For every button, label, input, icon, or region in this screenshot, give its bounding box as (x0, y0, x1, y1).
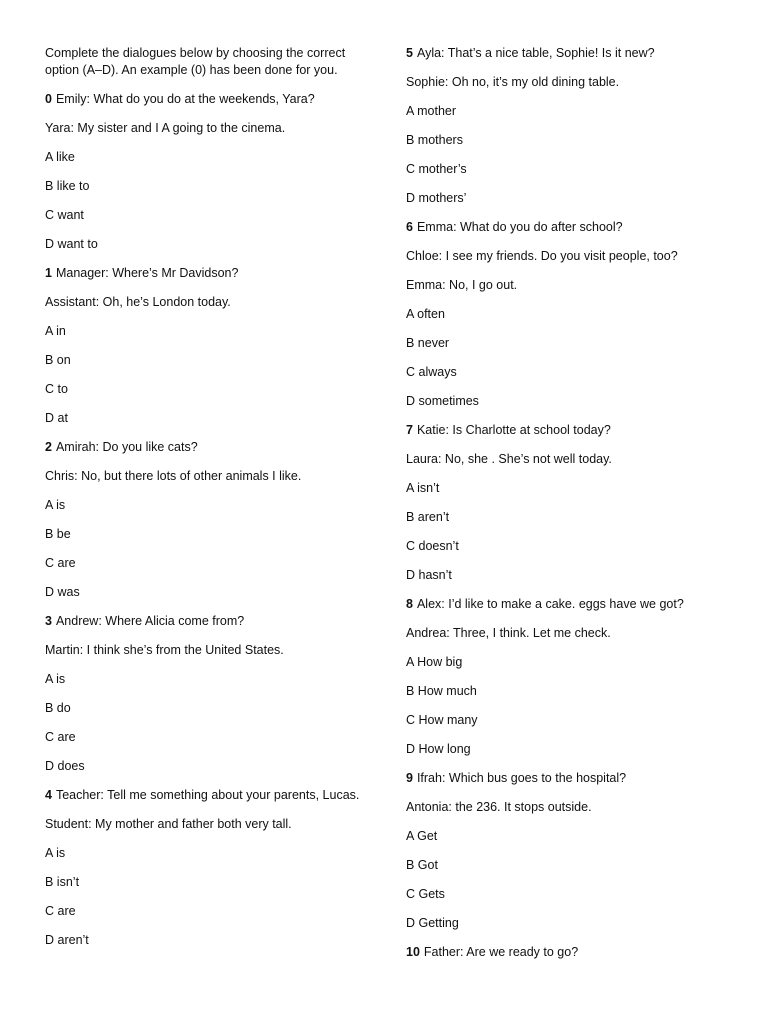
line-text: Student: My mother and father both very tall. (45, 817, 292, 831)
line-text: D Getting (406, 916, 459, 930)
dialogue-line (406, 625, 736, 642)
line-text: Emma: What do you do after school? (416, 220, 623, 234)
answer-option (406, 886, 736, 903)
question-number: 3 (45, 614, 52, 628)
answer-option (406, 567, 736, 584)
line-text: C always (406, 365, 457, 379)
question-line (406, 770, 736, 787)
line-text: D sometimes (406, 394, 479, 408)
question-line (45, 613, 365, 630)
question-line (406, 219, 736, 236)
instructions: Complete the dialogues below by choosing the correct option (A–D). An example (0) has been done for you. (45, 46, 346, 77)
right-column (406, 45, 736, 973)
line-text: B aren’t (406, 510, 450, 524)
line-text: A often (406, 307, 445, 321)
line-text: A is (45, 672, 66, 686)
line-text: D want to (45, 237, 98, 251)
question-number: 4 (45, 788, 52, 802)
answer-option (406, 857, 736, 874)
question-line (45, 91, 365, 108)
answer-option (45, 903, 365, 920)
dialogue-line (406, 799, 736, 816)
question-line (45, 787, 365, 804)
line-text: Andrew: Where Alicia come from? (55, 614, 245, 628)
line-text: Laura: No, she . She’s not well today. (406, 452, 612, 466)
line-text: D hasn’t (406, 568, 452, 582)
answer-option (45, 207, 365, 224)
question-number: 9 (406, 771, 413, 785)
answer-option (406, 828, 736, 845)
line-text: Andrea: Three, I think. Let me check. (406, 626, 611, 640)
line-text: C Gets (406, 887, 445, 901)
dialogue-line (406, 451, 736, 468)
left-question-list (45, 91, 365, 949)
answer-option (45, 845, 365, 862)
line-text: Yara: My sister and I A going to the cinema. (45, 121, 286, 135)
line-text: A is (45, 846, 66, 860)
line-text: D aren’t (45, 933, 89, 947)
answer-option (406, 364, 736, 381)
question-number: 7 (406, 423, 413, 437)
line-text: D was (45, 585, 80, 599)
dialogue-line (406, 277, 736, 294)
answer-option (406, 132, 736, 149)
question-line (406, 944, 736, 961)
left-column (45, 45, 365, 961)
answer-option (406, 103, 736, 120)
question-number: 1 (45, 266, 52, 280)
line-text: A in (45, 324, 66, 338)
line-text: A isn’t (406, 481, 440, 495)
line-text: A Get (406, 829, 438, 843)
answer-option (406, 712, 736, 729)
line-text: B on (45, 353, 71, 367)
answer-option (45, 352, 365, 369)
line-text: Emily: What do you do at the weekends, Yara? (55, 92, 315, 106)
question-number: 5 (406, 46, 413, 60)
line-text: Teacher: Tell me something about your parents, Lucas. (55, 788, 360, 802)
answer-option (45, 584, 365, 601)
line-text: B isn’t (45, 875, 80, 889)
right-question-list (406, 45, 736, 961)
answer-option (45, 526, 365, 543)
line-text: B mothers (406, 133, 463, 147)
line-text: B be (45, 527, 71, 541)
line-text: C are (45, 904, 76, 918)
dialogue-line (45, 468, 365, 485)
line-text: Ayla: That’s a nice table, Sophie! Is it new? (416, 46, 655, 60)
line-text: C are (45, 730, 76, 744)
line-text: C to (45, 382, 68, 396)
line-text: C want (45, 208, 84, 222)
answer-option (45, 758, 365, 775)
answer-option (45, 497, 365, 514)
answer-option (45, 236, 365, 253)
question-line (45, 265, 365, 282)
answer-option (406, 190, 736, 207)
answer-option (45, 671, 365, 688)
answer-option (406, 335, 736, 352)
line-text: Chris: No, but there lots of other animals I like. (45, 469, 302, 483)
line-text: Amirah: Do you like cats? (55, 440, 198, 454)
question-number: 6 (406, 220, 413, 234)
line-text: B like to (45, 179, 90, 193)
question-line (406, 596, 736, 613)
answer-option (406, 480, 736, 497)
question-number: 0 (45, 92, 52, 106)
line-text: Martin: I think she’s from the United States. (45, 643, 284, 657)
dialogue-line (45, 120, 365, 137)
question-line (45, 439, 365, 456)
line-text: Katie: Is Charlotte at school today? (416, 423, 611, 437)
line-text: A is (45, 498, 66, 512)
dialogue-line (406, 74, 736, 91)
line-text: D does (45, 759, 85, 773)
question-number: 8 (406, 597, 413, 611)
line-text: C are (45, 556, 76, 570)
answer-option (45, 874, 365, 891)
question-line (406, 45, 736, 62)
line-text: A mother (406, 104, 457, 118)
answer-option (45, 410, 365, 427)
dialogue-line (45, 642, 365, 659)
question-number: 2 (45, 440, 52, 454)
answer-option (406, 741, 736, 758)
dialogue-line (406, 248, 736, 265)
line-text: C mother’s (406, 162, 467, 176)
line-text: Chloe: I see my friends. Do you visit people, too? (406, 249, 678, 263)
line-text: Emma: No, I go out. (406, 278, 518, 292)
line-text: D How long (406, 742, 471, 756)
answer-option (406, 393, 736, 410)
line-text: B How much (406, 684, 477, 698)
line-text: C doesn’t (406, 539, 459, 553)
answer-option (45, 932, 365, 949)
question-number: 10 (406, 945, 420, 959)
line-text: Father: Are we ready to go? (423, 945, 579, 959)
line-text: Assistant: Oh, he’s London today. (45, 295, 231, 309)
question-line (406, 422, 736, 439)
answer-option (45, 178, 365, 195)
answer-option (406, 509, 736, 526)
answer-option (406, 538, 736, 555)
line-text: C How many (406, 713, 478, 727)
answer-option (45, 323, 365, 340)
line-text: D at (45, 411, 68, 425)
line-text: D mothers’ (406, 191, 467, 205)
line-text: A How big (406, 655, 463, 669)
line-text: Sophie: Oh no, it’s my old dining table. (406, 75, 620, 89)
answer-option (406, 654, 736, 671)
line-text: B Got (406, 858, 438, 872)
answer-option (45, 729, 365, 746)
dialogue-line (45, 816, 365, 833)
line-text: A like (45, 150, 75, 164)
dialogue-line (45, 294, 365, 311)
line-text: Antonia: the 236. It stops outside. (406, 800, 592, 814)
line-text: Manager: Where’s Mr Davidson? (55, 266, 239, 280)
answer-option (45, 700, 365, 717)
line-text: Alex: I’d like to make a cake. eggs have we got? (416, 597, 684, 611)
answer-option (45, 555, 365, 572)
line-text: Ifrah: Which bus goes to the hospital? (416, 771, 627, 785)
answer-option (406, 683, 736, 700)
answer-option (406, 161, 736, 178)
answer-option (406, 915, 736, 932)
answer-option (406, 306, 736, 323)
line-text: B never (406, 336, 450, 350)
line-text: B do (45, 701, 71, 715)
answer-option (45, 149, 365, 166)
answer-option (45, 381, 365, 398)
